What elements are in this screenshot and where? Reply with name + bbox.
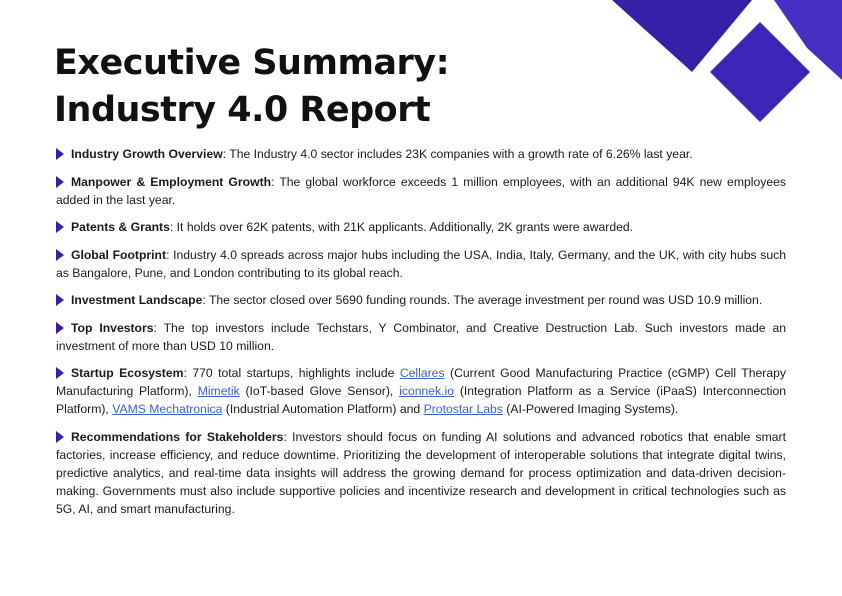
item-label: Industry Growth Overview: [71, 147, 223, 161]
item-label: Global Footprint: [71, 247, 167, 262]
item-text: : 770 total startups, highlights include: [183, 366, 400, 380]
bullet-triangle-icon: [56, 367, 64, 379]
item-label: Recommendations for Stakeholders: [71, 429, 284, 444]
bullet-triangle-icon: [56, 431, 64, 443]
title-line-2: Industry 4.0 Report: [54, 90, 431, 130]
center-diamond-shape: [710, 22, 810, 122]
item-text: (Integration Platform as a Service (iPaaS) Interconnection Platform),: [56, 384, 787, 416]
list-item: [56, 173, 786, 209]
list-item: [56, 291, 786, 309]
list-item: [56, 145, 786, 163]
item-text: : Investors should focus on funding AI solutions and advanced robotics that enable smart factories, increase efficiency, and reduce downtime. Prioritizing the development of interoperable solutions that integrate digital twins, predictive analytics, and real-time data insights will address the growing demand for process optimization and data-driven decision-making. Governments must also include supportive policies and incentivize research and development in critical technologies such as 5G, AI, and smart manufacturing.: [56, 429, 787, 516]
item-label: Top Investors: [71, 320, 154, 335]
item-text: : The top investors include Techstars, Y Combinator, and Creative Destruction Lab. Such investors made an investment of more than USD 10 million.: [56, 320, 786, 353]
bullet-triangle-icon: [56, 148, 64, 160]
item-label: Manpower & Employment Growth: [71, 174, 272, 189]
startup-link-cellares[interactable]: Cellares: [399, 366, 445, 380]
startup-link-vams-mechatronica[interactable]: VAMS Mechatronica: [112, 402, 223, 416]
list-item: [56, 319, 786, 355]
startup-link-iconnek[interactable]: iconnek.io: [399, 384, 454, 398]
list-item: [56, 218, 786, 236]
item-text: : The global workforce exceeds 1 million employees, with an additional 94K new employees added in the last year.: [56, 174, 786, 207]
bullet-triangle-icon: [56, 221, 64, 233]
bullet-triangle-icon: [56, 322, 64, 334]
item-text: : The sector closed over 5690 funding rounds. The average investment per round was USD 10.9 million.: [202, 293, 763, 307]
corner-diamond-decoration: [602, 0, 842, 130]
page-title: [54, 40, 449, 134]
item-label: Patents & Grants: [71, 220, 170, 234]
item-text: : Industry 4.0 spreads across major hubs including the USA, India, Italy, Germany, and the UK, with city hubs such as Bangalore, Pune, and London contributing to its global reach.: [56, 247, 786, 280]
summary-list: [56, 145, 786, 527]
startup-link-mimetik[interactable]: Mimetik: [197, 384, 240, 398]
item-text: (Industrial Automation Platform) and: [222, 402, 424, 416]
item-text: : The Industry 4.0 sector includes 23K companies with a growth rate of 6.26% last year.: [222, 147, 693, 161]
item-text: : It holds over 62K patents, with 21K applicants. Additionally, 2K grants were awarded.: [169, 220, 634, 234]
item-label: Startup Ecosystem: [71, 366, 184, 380]
list-item: [56, 364, 786, 418]
item-label: Investment Landscape: [71, 293, 203, 307]
list-item: [56, 246, 786, 282]
list-item: [56, 428, 786, 518]
item-text: (Current Good Manufacturing Practice (cGMP) Cell Therapy Manufacturing Platform),: [56, 366, 786, 398]
bullet-triangle-icon: [56, 176, 64, 188]
bullet-triangle-icon: [56, 294, 64, 306]
item-text: (IoT-based Glove Sensor),: [239, 384, 400, 398]
item-text: (AI-Powered Imaging Systems).: [502, 402, 679, 416]
title-line-1: Executive Summary:: [54, 43, 450, 83]
bullet-triangle-icon: [56, 249, 64, 261]
startup-link-protostar-labs[interactable]: Protostar Labs: [423, 402, 503, 416]
